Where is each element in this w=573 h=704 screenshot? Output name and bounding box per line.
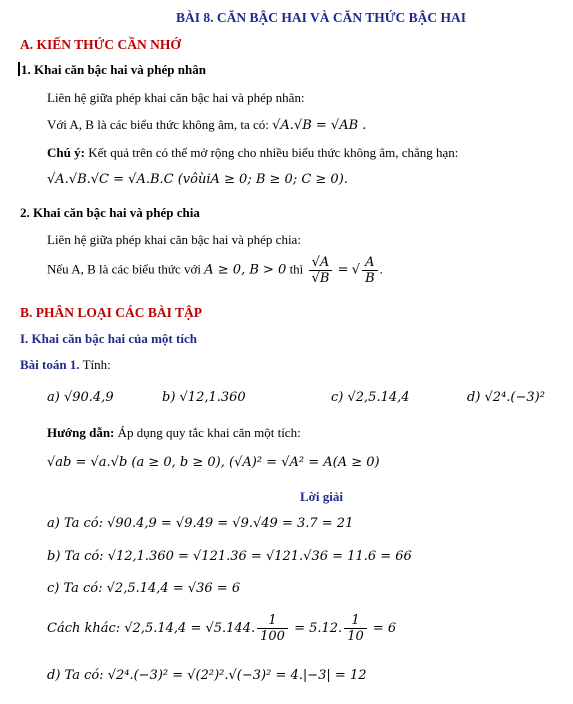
problem-1-label: Bài toán 1. — [20, 357, 80, 372]
problem-part-c: c) √2,5.14,4 — [331, 390, 410, 405]
note-label: Chú ý: — [47, 145, 85, 160]
part2-line2 — [47, 255, 383, 286]
sqrt-sign: √ — [351, 262, 361, 278]
guide-line — [47, 425, 301, 441]
guide-text: Áp dụng quy tắc khai căn một tích: — [117, 425, 301, 440]
fraction-numerator: √A — [309, 255, 333, 271]
part2-end: . — [379, 261, 383, 277]
problem-1-text: Tính: — [82, 357, 111, 372]
product-rule-formula: √A.√B = √AB . — [272, 118, 367, 133]
note-text: Kết quả trên có thể mở rộng cho nhiều biểu thức không âm, chẳng hạn: — [88, 145, 459, 160]
problem-1-line — [20, 357, 111, 373]
alt-text: Cách khác: √2,5.14,4 = √5.144. — [47, 621, 256, 636]
problem-part-a: a) √90.4,9 — [47, 390, 114, 405]
part1-line2 — [47, 117, 366, 133]
part2-line2-text: Nếu A, B là các biểu thức với — [47, 261, 201, 277]
solution-b: b) Ta có: √12,1.360 = √121.36 = √121.√36 = 11.6 = 66 — [47, 549, 412, 564]
part2-line1: Liên hệ giữa phép khai căn bậc hai và phép chia: — [47, 232, 301, 247]
equals-sign: = — [337, 262, 349, 278]
solution-d: d) Ta có: √2⁴.(−3)² = √(2²)².√(−3)² = 4.|−3| = 12 — [47, 668, 367, 683]
fraction-denominator: 10 — [347, 629, 364, 644]
alt-mid: = 5.12. — [294, 621, 343, 636]
alt-end: = 6 — [372, 621, 397, 636]
section-b-heading: B. PHÂN LOẠI CÁC BÀI TẬP — [20, 305, 203, 320]
quotient-fraction-right — [362, 255, 378, 286]
fraction-denominator: B — [365, 271, 375, 286]
part2-thi: thì — [289, 261, 304, 277]
part1-heading: 1. Khai căn bậc hai và phép nhân — [21, 62, 206, 77]
problem-part-b: b) √12,1.360 — [162, 390, 246, 405]
part1-line2-text: Với A, B là các biểu thức không âm, ta có: — [47, 117, 269, 132]
quotient-fraction-left — [309, 255, 333, 286]
alt-fraction-1 — [257, 613, 288, 644]
solution-a: a) Ta có: √90.4,9 = √9.49 = √9.√49 = 3.7 = 21 — [47, 516, 354, 531]
part1-heading-wrap — [18, 62, 206, 78]
guide-formula: √ab = √a.√b (a ≥ 0, b ≥ 0), (√A)² = √A² = A(A ≥ 0) — [47, 455, 380, 470]
page-title: BÀI 8. CĂN BẬC HAI VÀ CĂN THỨC BẬC HAI — [176, 10, 467, 25]
fraction-denominator: √B — [311, 271, 330, 286]
solution-c: c) Ta có: √2,5.14,4 = √36 = 6 — [47, 581, 241, 596]
fraction-numerator: 1 — [344, 613, 367, 629]
guide-label: Hướng dẫn: — [47, 425, 115, 440]
fraction-numerator: A — [362, 255, 378, 271]
text-cursor — [18, 62, 20, 76]
part1-line1: Liên hệ giữa phép khai căn bậc hai và phép nhân: — [47, 90, 305, 105]
note-line — [47, 145, 458, 161]
note-formula: √A.√B.√C = √A.B.C (vôùiA ≥ 0; B ≥ 0; C ≥ 0). — [47, 172, 348, 187]
solution-heading: Lời giải — [300, 489, 343, 504]
solution-alt — [47, 613, 396, 644]
part-i-heading: I. Khai căn bậc hai của một tích — [20, 331, 197, 346]
fraction-numerator: 1 — [257, 613, 288, 629]
section-a-heading: A. KIẾN THỨC CẦN NHỚ — [20, 37, 181, 52]
alt-fraction-2 — [344, 613, 367, 644]
fraction-denominator: 100 — [260, 629, 285, 644]
problem-part-d: d) √2⁴.(−3)² — [467, 390, 545, 405]
part2-heading: 2. Khai căn bậc hai và phép chia — [20, 205, 200, 220]
part2-condition: A ≥ 0, B > 0 — [204, 262, 287, 278]
